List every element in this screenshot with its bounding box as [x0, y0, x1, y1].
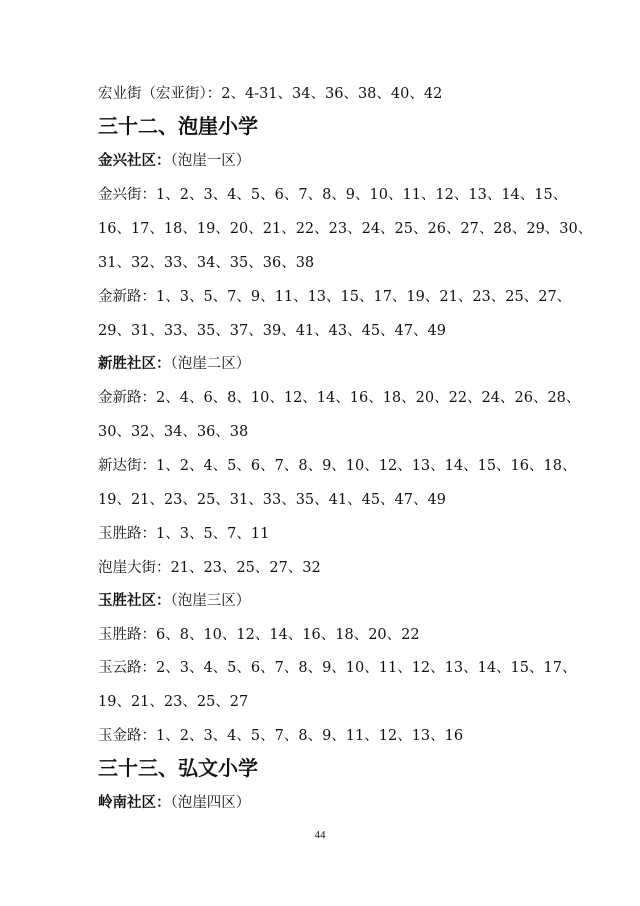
address-line: 宏业街（宏亚街）：2、4-31、34、36、38、40、42 [98, 86, 443, 102]
address-line: 31、32、33、34、35、36、38 [98, 255, 315, 271]
community-name: 岭南社区： [98, 795, 171, 811]
community-note: （泡崖四区） [170, 795, 251, 811]
address-line: 金新路：1、3、5、7、9、11、13、15、17、19、21、23、25、27、 [98, 289, 572, 305]
community-note: （泡崖三区） [170, 593, 251, 609]
address-line: 19、21、23、25、31、33、35、41、45、47、49 [98, 492, 446, 508]
address-line: 19、21、23、25、27 [98, 694, 249, 710]
address-line: 玉胜路：6、8、10、12、14、16、18、20、22 [98, 627, 420, 643]
address-line: 新达街：1、2、4、5、6、7、8、9、10、12、13、14、15、16、18、 [98, 458, 577, 474]
page-number: 44 [314, 829, 326, 841]
community-line [98, 793, 250, 813]
address-line: 29、31、33、35、37、39、41、43、45、47、49 [98, 323, 446, 339]
address-line: 玉云路：2、3、4、5、6、7、8、9、10、11、12、13、14、15、17、 [98, 660, 577, 676]
community-name: 玉胜社区： [98, 593, 171, 609]
address-line: 16、17、18、19、20、21、22、23、24、25、26、27、28、29、30、 [98, 221, 593, 237]
address-line: 30、32、34、36、38 [98, 424, 249, 440]
community-line [98, 591, 250, 611]
community-note: （泡崖二区） [170, 356, 251, 372]
section-heading: 三十三、弘文小学 [98, 756, 258, 780]
address-line: 玉胜路：1、3、5、7、11 [98, 526, 270, 542]
community-name: 金兴社区： [98, 153, 171, 169]
address-line: 金兴街：1、2、3、4、5、6、7、8、9、10、11、12、13、14、15、 [98, 187, 568, 203]
community-line [98, 151, 250, 171]
address-line: 泡崖大街：21、23、25、27、32 [98, 560, 321, 576]
community-note: （泡崖一区） [170, 153, 251, 169]
community-line [98, 354, 250, 374]
address-line: 玉金路：1、2、3、4、5、7、8、9、11、12、13、16 [98, 728, 464, 744]
section-heading: 三十二、泡崖小学 [98, 114, 258, 138]
address-line: 金新路：2、4、6、8、10、12、14、16、18、20、22、24、26、28、 [98, 390, 581, 406]
community-name: 新胜社区： [98, 356, 171, 372]
